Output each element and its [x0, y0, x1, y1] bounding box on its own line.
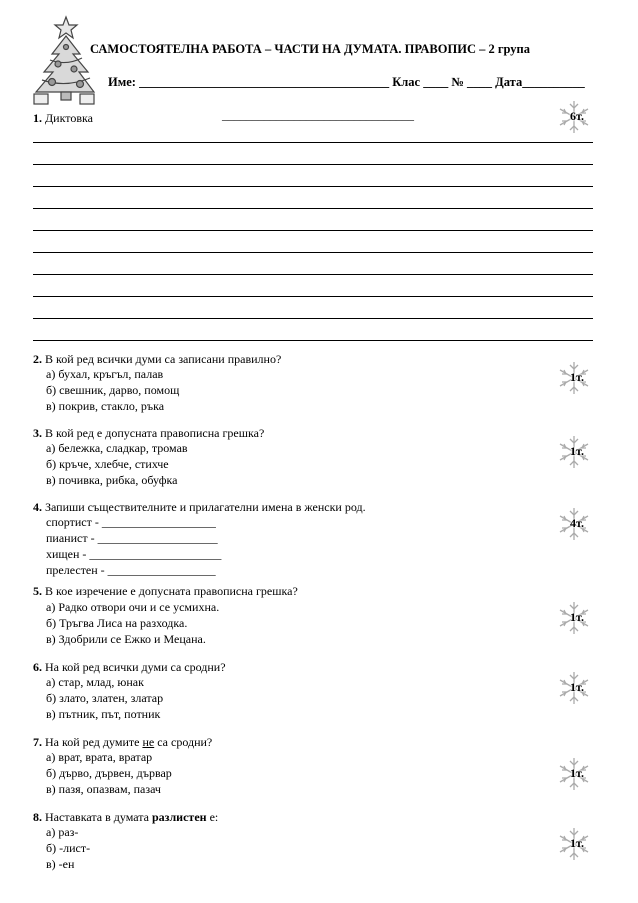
writing-line — [33, 142, 593, 143]
question-text: В кой ред е допусната правописна грешка? — [45, 426, 265, 440]
points-label: 1т. — [570, 680, 584, 694]
answer-line-2: пианист - ____________________ — [46, 531, 218, 545]
question-5 — [33, 584, 298, 599]
writing-line — [33, 252, 593, 253]
answer-line-4: прелестен - __________________ — [46, 563, 216, 577]
points-label: 6т. — [570, 109, 584, 123]
question-text: В кое изречение е допусната правописна грешка? — [45, 584, 298, 598]
option-a: а) бележка, сладкар, тромав — [46, 441, 188, 455]
question-4 — [33, 500, 366, 515]
question-number: 5. — [33, 584, 42, 598]
option-c: в) почивка, рибка, обуфка — [46, 473, 178, 487]
writing-line — [33, 340, 593, 341]
writing-line — [33, 164, 593, 165]
points-badge — [556, 360, 592, 396]
answer-line-1: спортист - ___________________ — [46, 515, 216, 529]
answer-line-3: хищен - ______________________ — [46, 547, 222, 561]
christmas-tree-icon — [28, 14, 98, 106]
question-text: Запиши съществителните и прилагателни имена в женски род. — [45, 500, 366, 514]
points-label: 1т. — [570, 444, 584, 458]
points-label: 1т. — [570, 610, 584, 624]
points-badge — [556, 600, 592, 636]
option-b: б) кръче, хлебче, стихче — [46, 457, 169, 471]
option-c: в) Здобрили се Ежко и Мецана. — [46, 632, 206, 646]
writing-line — [33, 318, 593, 319]
question-7 — [33, 735, 212, 750]
points-badge — [556, 670, 592, 706]
question-text: На кой ред думите не са сродни? — [45, 735, 213, 749]
points-label: 1т. — [570, 766, 584, 780]
points-label: 4т. — [570, 516, 584, 530]
question-8 — [33, 810, 218, 825]
question-label: Диктовка — [45, 111, 94, 125]
option-a: а) стар, млад, юнак — [46, 675, 144, 689]
question-2 — [33, 352, 281, 367]
option-b: б) Тръгва Лиса на разходка. — [46, 616, 188, 630]
question-number: 2. — [33, 352, 42, 366]
option-a: а) врат, врата, вратар — [46, 750, 153, 764]
writing-line — [33, 230, 593, 231]
points-label: 1т. — [570, 836, 584, 850]
question-text: В кой ред всички думи са записани правилно? — [45, 352, 282, 366]
question-text: На кой ред всички думи са сродни? — [45, 660, 226, 674]
option-c: в) пазя, опазвам, пазач — [46, 782, 161, 796]
question-number: 1. — [33, 111, 42, 125]
question-number: 6. — [33, 660, 42, 674]
question-1 — [33, 111, 93, 126]
question-number: 8. — [33, 810, 42, 824]
question-number: 7. — [33, 735, 42, 749]
writing-line — [33, 208, 593, 209]
option-a: а) раз- — [46, 825, 79, 839]
option-c: в) пътник, път, потник — [46, 707, 161, 721]
option-b: б) дърво, дървен, дървар — [46, 766, 172, 780]
option-a: а) бухал, кръгъл, палав — [46, 367, 164, 381]
option-b: б) -лист- — [46, 841, 91, 855]
question-6 — [33, 660, 226, 675]
question-3 — [33, 426, 264, 441]
option-b: б) злато, златен, златар — [46, 691, 164, 705]
writing-line — [33, 296, 593, 297]
question-text: Наставката в думата разлистен е: — [45, 810, 219, 824]
option-b: б) свешник, дарво, помощ — [46, 383, 180, 397]
points-badge — [556, 99, 592, 135]
points-label: 1т. — [570, 370, 584, 384]
points-badge — [556, 506, 592, 542]
dictation-title-blank: ________________________________ — [222, 108, 414, 122]
underlined-word: не — [142, 735, 155, 749]
points-badge — [556, 756, 592, 792]
writing-line — [33, 274, 593, 275]
points-badge — [556, 434, 592, 470]
option-c: в) -ен — [46, 857, 75, 871]
page-title: САМОСТОЯТЕЛНА РАБОТА – ЧАСТИ НА ДУМАТА. ПРАВОПИС – 2 група — [90, 42, 531, 56]
bold-word: разлистен — [151, 810, 207, 824]
question-number: 3. — [33, 426, 42, 440]
question-number: 4. — [33, 500, 42, 514]
option-c: в) покрив, стакло, ръка — [46, 399, 165, 413]
points-badge — [556, 826, 592, 862]
writing-line — [33, 186, 593, 187]
student-info-line: Име: ________________________________________ Клас ____ № ____ Дата__________ — [108, 75, 585, 89]
option-a: а) Радко отвори очи и се усмихна. — [46, 600, 220, 614]
